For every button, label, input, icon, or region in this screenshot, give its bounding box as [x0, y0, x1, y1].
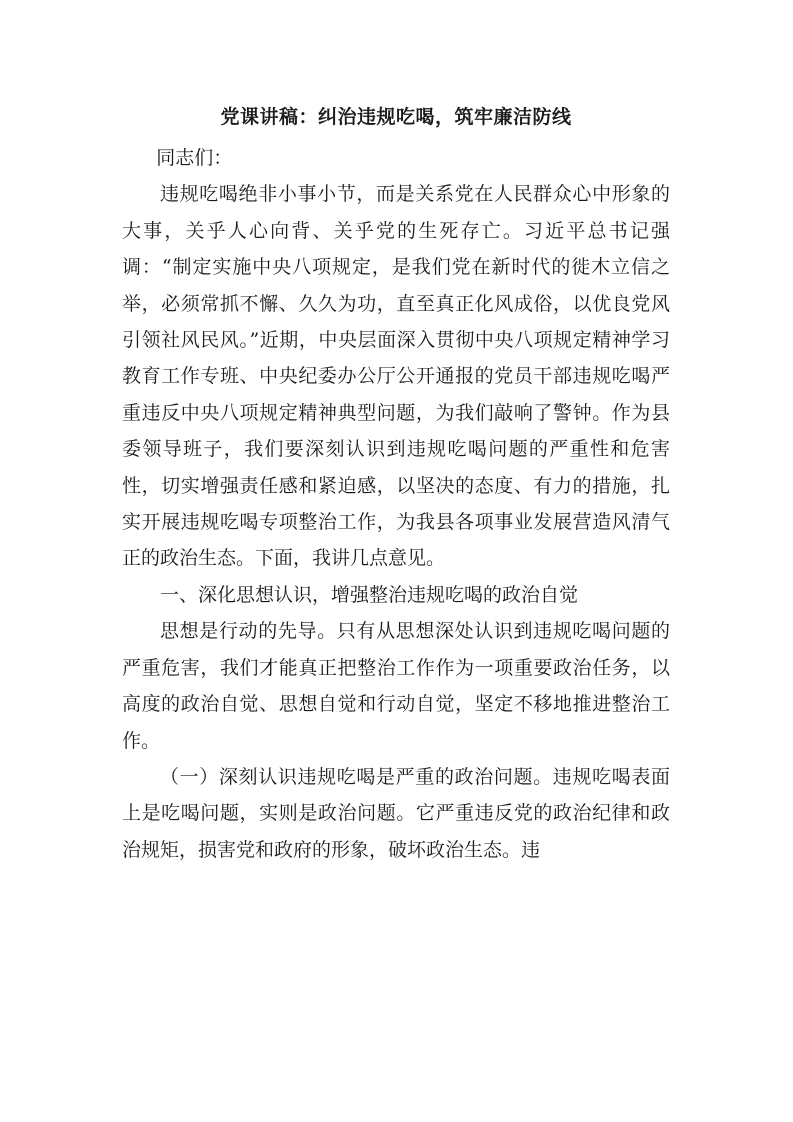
- section-heading: 一、深化思想认识，增强整治违规吃喝的政治自觉: [160, 583, 579, 606]
- document-title: 党课讲稿：纠治违规吃喝，筑牢廉洁防线: [220, 106, 572, 128]
- section-point-paragraph: （一）深刻认识违规吃喝是严重的政治问题。违规吃喝表面上是吃喝问题，实则是政治问题。它严重违反党的政治纪律和政治规矩，损害党和政府的形象，破坏政治生态。违: [122, 765, 670, 861]
- body-paragraph: 违规吃喝绝非小事小节，而是关系党在人民群众心中形象的大事，关乎人心向背、关乎党的生死存亡。习近平总书记强调：“制定实施中央八项规定，是我们党在新时代的徙木立信之举，必须常抓不懈、久久为功，直至真正化风成俗，以优良党风引领社风民风。”近期，中央层面深入贯彻中央八项规定精神学习教育工作专班、中央纪委办公厅公开通报的党员干部违规吃喝严重违反中央八项规定精神典型问题，为我们敲响了警钟。作为县委领导班子，我们要深刻认识到违规吃喝问题的严重性和危害性，切实增强责任感和紧迫感，以坚决的态度、有力的措施，扎实开展违规吃喝专项整治工作，为我县各项事业发展营造风清气正的政治生态。下面，我讲几点意见。: [122, 183, 670, 570]
- section-intro-paragraph: 思想是行动的先导。只有从思想深处认识到违规吃喝问题的严重危害，我们才能真正把整治工作作为一项重要政治任务，以高度的政治自觉、思想自觉和行动自觉，坚定不移地推进整治工作。: [122, 620, 670, 752]
- document-page: [122, 98, 670, 868]
- greeting: 同志们：: [156, 147, 233, 169]
